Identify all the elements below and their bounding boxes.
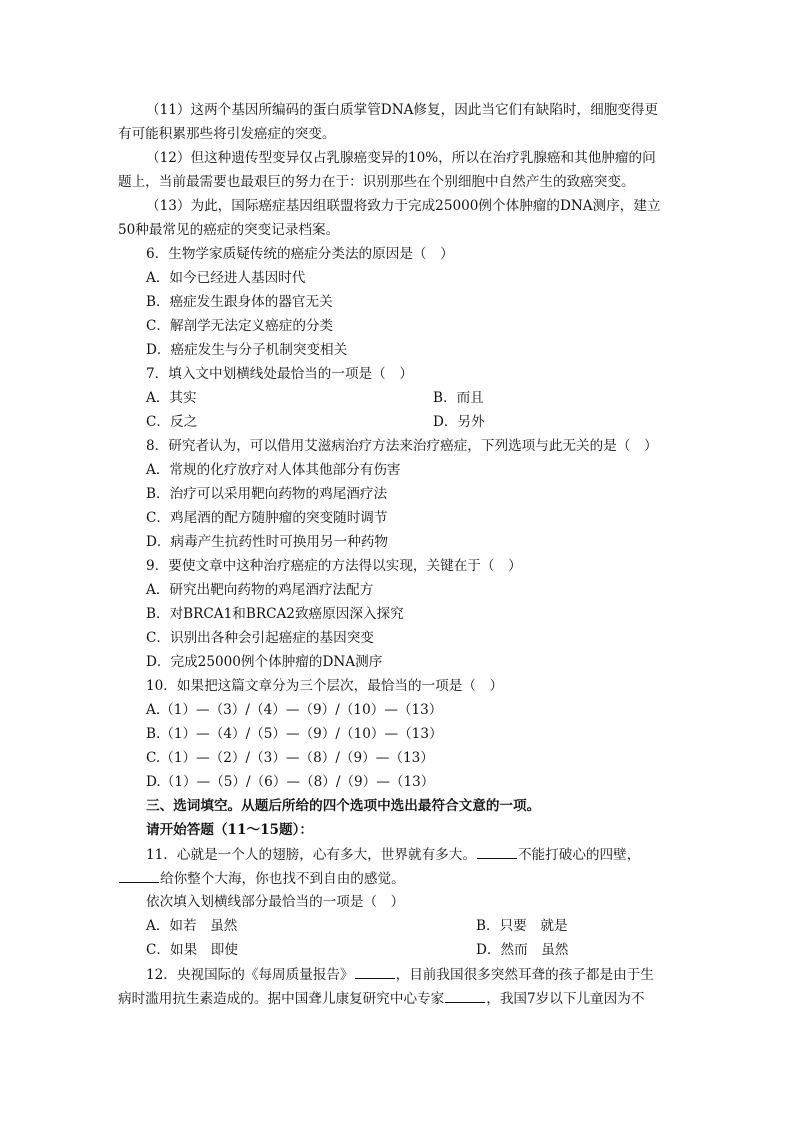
question-8-option-a: A．常规的化疗放疗对人体其他部分有伤害 — [146, 462, 401, 478]
question-11-text-part2: 不能打破心的四壁， — [517, 847, 641, 863]
question-8-option-b: B．治疗可以采用靶向药物的鸡尾酒疗法 — [146, 486, 388, 502]
question-6-option-a: A．如今已经进人基因时代 — [146, 270, 306, 286]
paragraph-12-line2: 题上，当前最需要也最艰巨的努力在于：识别那些在个别细胞中自然产生的致癌突变。 — [118, 174, 635, 190]
question-10-option-d: D.（1）—（5）/（6）—（8）/（9）—（13） — [146, 774, 435, 790]
question-11-stem: 依次填入划横线部分最恰当的一项是（ ） — [146, 894, 405, 910]
question-12-text-part4: ，我国7岁以下儿童因为不 — [486, 991, 645, 1007]
question-9-option-c: C．识别出各种会引起癌症的基因突变 — [146, 630, 374, 646]
question-6-option-c: C．解剖学无法定义癌症的分类 — [146, 318, 334, 334]
answer-blank — [445, 988, 485, 1003]
question-11-option-c: C．如果 即使 — [146, 942, 238, 958]
question-11-option-b: B．只要 就是 — [476, 918, 568, 934]
question-6-option-b: B．癌症发生跟身体的器官无关 — [146, 294, 333, 310]
question-8-stem: 8．研究者认为，可以借用艾滋病治疗方法来治疗癌症，下列选项与此无关的是（ ） — [146, 438, 658, 454]
paragraph-11-line1: （11）这两个基因所编码的蛋白质掌管DNA修复，因此当它们有缺陷时，细胞变得更 — [146, 102, 659, 118]
question-12-text-part1: 12．央视国际的《每周质量报告》 — [146, 967, 354, 983]
question-7-option-c: C．反之 — [146, 414, 198, 430]
question-9-option-b: B．对BRCA1和BRCA2致癌原因深入探究 — [146, 606, 404, 622]
question-11-line2 — [118, 868, 678, 889]
question-7-option-a: A．其实 — [146, 390, 197, 406]
question-10-option-b: B.（1）—（4）/（5）—（9）/（10）—（13） — [146, 726, 443, 742]
question-8-option-c: C．鸡尾酒的配方随肿瘤的突变随时调节 — [146, 510, 388, 526]
question-10-stem: 10．如果把这篇文章分为三个层次，最恰当的一项是（ ） — [146, 678, 504, 694]
question-6-option-d: D．癌症发生与分子机制突变相关 — [146, 342, 348, 358]
paragraph-13-line2: 50种最常见的癌症的突变记录档案。 — [118, 222, 340, 238]
question-11-text-part1: 11．心就是一个人的翅膀，心有多大，世界就有多大。 — [146, 847, 476, 863]
question-9-option-a: A．研究出靶向药物的鸡尾酒疗法配方 — [146, 582, 374, 598]
question-11-option-a: A．如若 虽然 — [146, 918, 238, 934]
question-12-text-part3: 病时滥用抗生素造成的。据中国聋儿康复研究中心专家 — [118, 991, 445, 1007]
question-7-stem: 7．填入文中划横线处最恰当的一项是（ ） — [146, 366, 413, 382]
question-10-option-c: C.（1）—（2）/（3）—（8）/（9）—（13） — [146, 750, 434, 766]
question-7-option-d: D．另外 — [433, 414, 485, 430]
question-12-text-part2: ，目前我国很多突然耳聋的孩子都是由于生 — [395, 967, 654, 983]
question-7-option-b: B．而且 — [433, 390, 484, 406]
section-3-heading: 三、选词填空。从题后所给的四个选项中选出最符合文意的一项。 — [146, 798, 541, 814]
question-12-line2 — [118, 988, 678, 1009]
question-11-text-part3: 给你整个大海，你也找不到自由的感觉。 — [160, 871, 405, 887]
paragraph-11-line2: 有可能积累那些将引发癌症的突变。 — [118, 126, 336, 142]
question-8-option-d: D．病毒产生抗药性时可换用另一种药物 — [146, 534, 388, 550]
question-9-stem: 9．要使文章中这种治疗癌症的方法得以实现，关键在于（ ） — [146, 558, 522, 574]
answer-blank — [477, 844, 517, 859]
question-11-line1 — [146, 844, 706, 865]
section-3-start-note: 请开始答题（11～15题）： — [146, 822, 313, 838]
question-9-option-d: D．完成25000例个体肿瘤的DNA测序 — [146, 654, 383, 670]
paragraph-12-line1: （12）但这种遗传型变异仅占乳腺癌变异的10%，所以在治疗乳腺癌和其他肿瘤的问 — [146, 150, 656, 166]
question-12-line1 — [146, 964, 706, 985]
answer-blank — [119, 868, 159, 883]
paragraph-13-line1: （13）为此，国际癌症基因组联盟将致力于完成25000例个体肿瘤的DNA测序，建立 — [146, 198, 661, 214]
answer-blank — [355, 964, 395, 979]
question-10-option-a: A.（1）—（3）/（4）—（9）/（10）—（13） — [146, 702, 443, 718]
question-11-option-d: D．然而 虽然 — [476, 942, 569, 958]
question-6-stem: 6．生物学家质疑传统的癌症分类法的原因是（ ） — [146, 246, 454, 262]
